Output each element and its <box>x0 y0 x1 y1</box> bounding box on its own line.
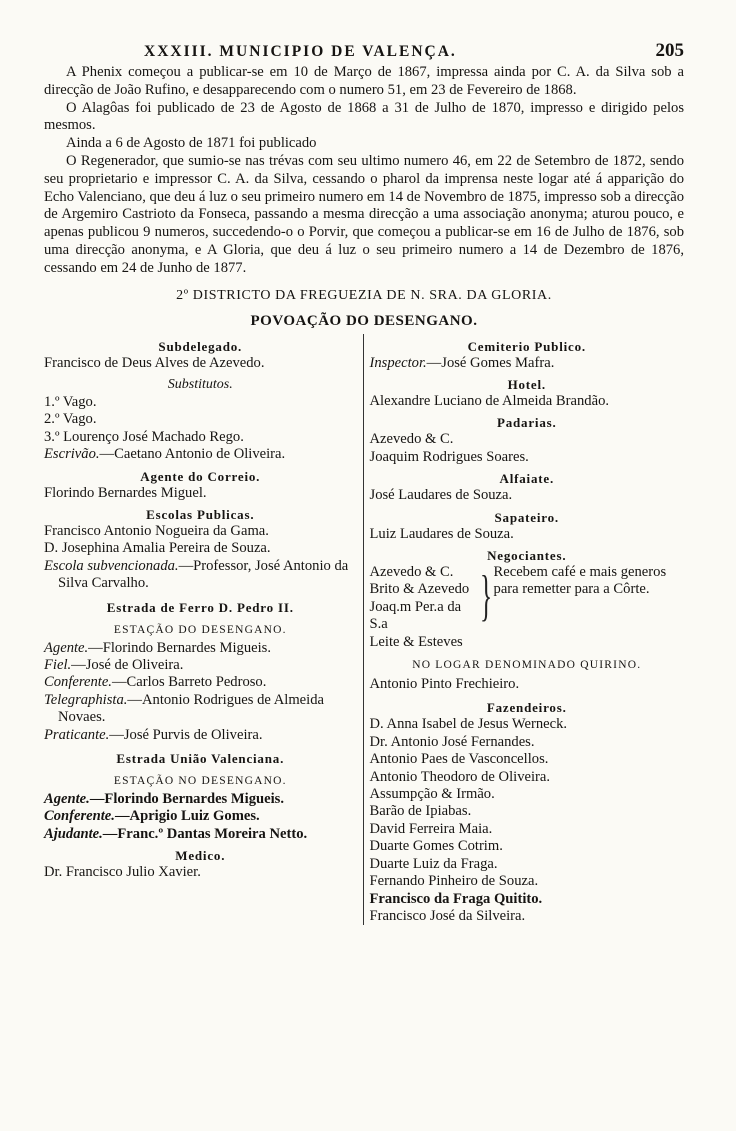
intro-paragraph: A Phenix começou a publicar-se em 10 de Março de 1867, impressa ainda por C. A. da Silva sob a direcção de João Rufino, e desapparecendo com o numero 51, em 23 de Fevereiro de 1868. <box>44 64 684 98</box>
entry <box>44 826 357 843</box>
intro-paragraph: O Regenerador, que sumio-se nas trévas com seu ultimo numero 46, em 22 de Setembro de 1872, sendo seu proprietario e impressor C. A. da Silva, cessando o pharol da imprensa neste logar até á apparição do Echo Valenciano, que deu á luz o seu primeiro numero em 14 de Novembro de 1875, impresso sob a direcção de Argemiro Castrioto da Fonseca, passando a mesma direcção a uma associação anonyma; aturou pouco, e apenas publicou 9 numeros, succedendo-o o Porvir, que começou a publicar-se em 16 de Julho de 1876, sob uma direcção anonyma, e A Gloria, que deu á luz o seu primeiro numero a 14 de Dezembro de 1876, cessando em 24 de Junho de 1877. <box>44 152 684 276</box>
entry: Antonio Theodoro de Oliveira. <box>369 768 551 785</box>
entry: Fernando Pinheiro de Souza. <box>369 873 539 890</box>
entry-label: Escrivão. <box>44 446 100 463</box>
section-heading: Sapateiro. <box>494 509 559 525</box>
entry: 2.º Vago. <box>44 411 97 428</box>
entry: Antonio Pinto Frechieiro. <box>369 676 520 693</box>
section-heading: Substitutos. <box>167 376 233 392</box>
entry: Francisco José da Silveira. <box>369 907 526 924</box>
entry <box>44 558 357 593</box>
entry <box>44 640 357 657</box>
entry-label: Conferente. <box>44 674 112 691</box>
entry: David Ferreira Maia. <box>369 820 493 837</box>
section-heading: Estrada de Ferro D. Pedro II. <box>106 599 294 615</box>
entry-text: —Franc.º Dantas Moreira Netto. <box>102 825 308 842</box>
entry: Leite & Esteves <box>369 633 463 650</box>
entry: José Laudares de Souza. <box>369 487 513 504</box>
page <box>44 40 684 925</box>
entry <box>44 446 357 463</box>
entry: Antonio Paes de Vasconcellos. <box>369 751 549 768</box>
entry-label: Inspector. <box>369 354 427 371</box>
entry-text: —Florindo Bernardes Migueis. <box>89 791 284 808</box>
entry-label: Agente. <box>44 639 89 656</box>
negociantes-note: Recebem café e mais generos para remetter para a Côrte. <box>493 564 667 598</box>
entry-text: —Aprigio Luiz Gomes. <box>114 808 260 825</box>
entry <box>44 808 357 825</box>
entry-text: —Caetano Antonio de Oliveira. <box>99 446 286 463</box>
entry <box>44 692 357 727</box>
entry: Assumpção & Irmão. <box>369 786 495 803</box>
entry: Dr. Francisco Julio Xavier. <box>44 864 201 881</box>
entry-text: —José Purvis de Oliveira. <box>109 726 263 743</box>
entry-text: —Carlos Barreto Pedroso. <box>111 674 267 691</box>
entry-text: —José Gomes Mafra. <box>426 354 555 371</box>
entry <box>44 657 357 674</box>
left-column <box>44 334 364 926</box>
entry: Luiz Laudares de Souza. <box>369 525 514 542</box>
district-heading: 2º DISTRICTO DA FREGUEZIA DE N. SRA. DA GLORIA. <box>176 287 552 303</box>
section-heading: Escolas Publicas. <box>146 507 255 522</box>
entry: Dr. Antonio José Fernandes. <box>369 733 535 750</box>
section-heading: Alfaiate. <box>499 471 554 487</box>
right-column <box>364 334 684 926</box>
subsection-heading: NO LOGAR DENOMINADO QUIRINO. <box>412 659 642 672</box>
entry: Duarte Luiz da Fraga. <box>369 855 498 872</box>
entry-label: Agente. <box>44 791 90 808</box>
entry <box>44 674 357 691</box>
entry-text: —Antonio Rodrigues de Almeida Novaes. <box>58 691 324 726</box>
entry-label: Ajudante. <box>44 825 103 842</box>
entry: Joaquim Rodrigues Soares. <box>369 448 529 465</box>
entry: Florindo Bernardes Miguel. <box>44 484 207 501</box>
section-heading: Cemiterio Publico. <box>467 338 586 354</box>
entry: D. Anna Isabel de Jesus Werneck. <box>369 716 568 733</box>
brace-glyph: } <box>479 565 492 627</box>
section-heading: Estrada União Valenciana. <box>116 751 285 767</box>
section-heading: Agente do Correio. <box>140 468 261 484</box>
running-header <box>44 40 684 64</box>
subsection-heading: ESTAÇÃO NO DESENGANO. <box>113 775 287 788</box>
entry: D. Josephina Amalia Pereira de Souza. <box>44 540 271 557</box>
entry <box>370 355 684 372</box>
intro-paragraph: Ainda a 6 de Agosto de 1871 foi publicado <box>66 135 317 152</box>
page-number: 205 <box>655 40 684 61</box>
entry: Duarte Gomes Cotrim. <box>369 838 503 855</box>
entry-text: —Professor, José Antonio da Silva Carvalho. <box>58 557 349 592</box>
section-heading: Medico. <box>175 848 226 864</box>
entry: Azevedo & C. <box>369 564 454 580</box>
section-heading: Subdelegado. <box>158 338 243 354</box>
entry-label: Fiel. <box>44 657 72 674</box>
entry: Alexandre Luciano de Almeida Brandão. <box>369 392 610 409</box>
intro-paragraphs <box>44 64 684 278</box>
entry <box>44 727 357 744</box>
entry-label: Telegraphista. <box>44 691 128 708</box>
entry-label: Conferente. <box>44 808 115 825</box>
entry: Francisco da Fraga Quitito. <box>369 890 543 907</box>
entry: Barão de Ipiabas. <box>369 803 472 820</box>
section-heading: Fazendeiros. <box>486 700 567 716</box>
entry: Azevedo & C. <box>369 431 454 448</box>
section-heading: Hotel. <box>507 376 546 392</box>
entry-label: Escola subvencionada. <box>44 557 179 574</box>
negociantes-group <box>370 564 684 651</box>
entry-label: Praticante. <box>44 726 110 743</box>
entry-text: —José de Oliveira. <box>71 657 184 674</box>
entry: 1.º Vago. <box>44 393 97 410</box>
section-heading: Padarias. <box>496 415 557 431</box>
section-heading: Negociantes. <box>487 548 567 563</box>
entry: Francisco Antonio Nogueira da Gama. <box>44 523 269 539</box>
entry <box>44 791 357 808</box>
header-title: XXXIII. MUNICIPIO DE VALENÇA. <box>144 43 457 60</box>
intro-paragraph: O Alagôas foi publicado de 23 de Agosto de 1868 a 31 de Julho de 1870, impresso e dirigido pelos mesmos. <box>44 99 684 134</box>
entry: Francisco de Deus Alves de Azevedo. <box>44 354 265 371</box>
negociantes-names <box>370 564 480 651</box>
entry: Joaq.m Per.a da S.a <box>369 598 462 633</box>
entry-text: —Florindo Bernardes Migueis. <box>88 639 271 656</box>
povoacao-heading: POVOAÇÃO DO DESENGANO. <box>250 312 478 329</box>
entry: 3.º Lourenço José Machado Rego. <box>44 428 244 445</box>
two-column-directory <box>44 334 684 926</box>
entry: Brito & Azevedo <box>369 581 470 598</box>
subsection-heading: ESTAÇÃO DO DESENGANO. <box>113 623 287 636</box>
